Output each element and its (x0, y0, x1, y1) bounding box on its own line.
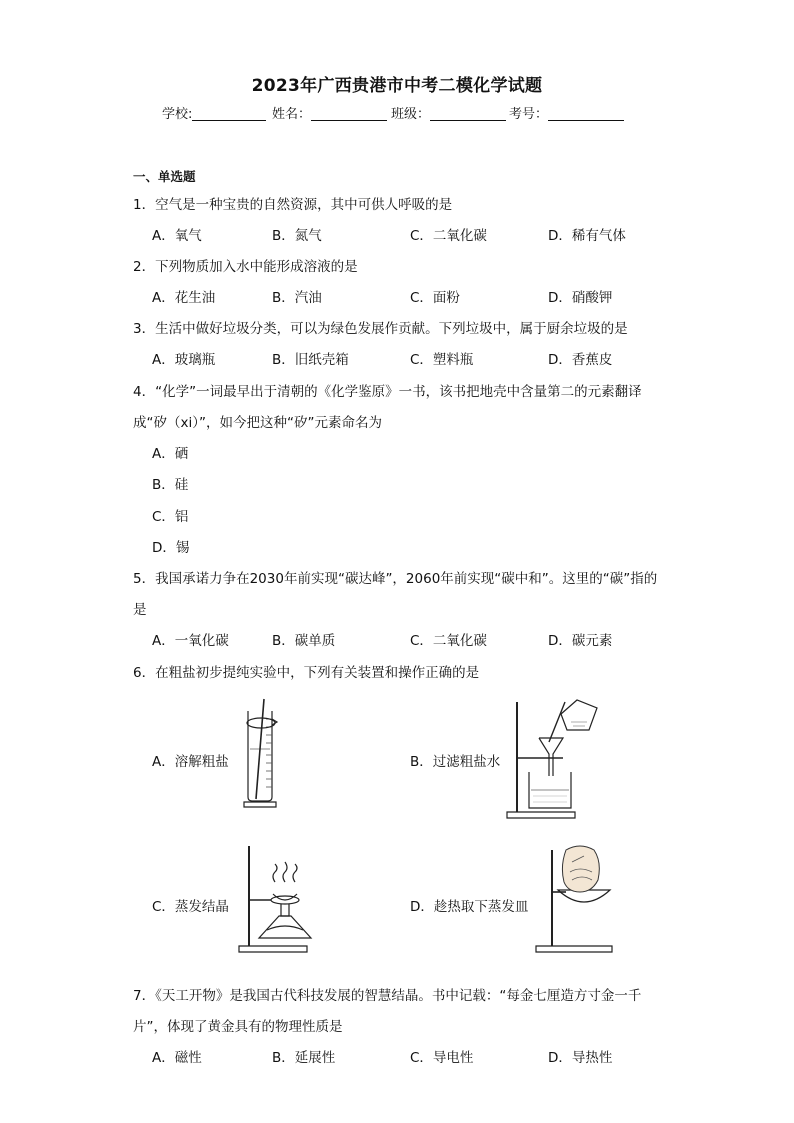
q7-option-d[interactable]: D．导热性 (548, 1050, 613, 1066)
q7-option-c[interactable]: C．导电性 (410, 1050, 474, 1066)
school-field (162, 103, 266, 122)
class-field (391, 103, 506, 122)
question-1-stem: 1．空气是一种宝贵的自然资源，其中可供人呼吸的是 (133, 197, 453, 213)
question-3-stem: 3．生活中做好垃圾分类，可以为绿色发展作贡献。下列垃圾中，属于厨余垃圾的是 (133, 321, 628, 337)
q4-option-b[interactable]: B．硅 (152, 477, 189, 493)
q4-option-a[interactable]: A．硒 (152, 446, 189, 462)
exam-no-label: 考号： (509, 107, 549, 122)
page-title: 2023年广西贵港市中考二模化学试题 (251, 76, 543, 96)
section-heading: 一、单选题 (133, 169, 196, 184)
name-field (272, 103, 387, 122)
exam-no-blank[interactable] (548, 106, 624, 121)
q1-option-c[interactable]: C．二氧化碳 (410, 228, 487, 244)
q5-option-d[interactable]: D．碳元素 (548, 633, 613, 649)
question-7-stem-line-1: 7．《天工开物》是我国古代科技发展的智慧结晶。书中记载：“每金七厘造方寸金一千 (133, 988, 642, 1004)
q3-option-b[interactable]: B．旧纸壳箱 (272, 352, 349, 368)
question-5-stem-line-1: 5．我国承诺力争在2030年前实现“碳达峰”，2060年前实现“碳中和”。这里的“碳”指的 (133, 571, 658, 587)
exam-no-field (509, 103, 624, 122)
filtration-apparatus-figure (505, 696, 605, 821)
school-blank[interactable] (192, 106, 266, 121)
q2-option-a[interactable]: A．花生油 (152, 290, 216, 306)
class-label: 班级： (391, 107, 431, 122)
question-6-stem: 6．在粗盐初步提纯实验中，下列有关装置和操作正确的是 (133, 665, 480, 681)
question-5-stem-line-2: 是 (133, 602, 147, 618)
q7-option-a[interactable]: A．磁性 (152, 1050, 202, 1066)
q5-option-c[interactable]: C．二氧化碳 (410, 633, 487, 649)
q7-option-b[interactable]: B．延展性 (272, 1050, 336, 1066)
q5-option-b[interactable]: B．碳单质 (272, 633, 336, 649)
q4-option-d[interactable]: D．锡 (152, 540, 190, 556)
q5-option-a[interactable]: A．一氧化碳 (152, 633, 229, 649)
q6-option-d[interactable]: D．趁热取下蒸发皿 (410, 899, 529, 915)
question-7-stem-line-2: 片”，体现了黄金具有的物理性质是 (133, 1019, 343, 1035)
q2-option-b[interactable]: B．汽油 (272, 290, 322, 306)
question-2-stem: 2．下列物质加入水中能形成溶液的是 (133, 259, 358, 275)
q2-option-d[interactable]: D．硝酸钾 (548, 290, 613, 306)
evaporation-figure (237, 842, 317, 954)
q6-option-b[interactable]: B．过滤粗盐水 (410, 754, 501, 770)
question-4-stem-line-2: 成“矽（xi）”，如今把这种“矽”元素命名为 (133, 415, 382, 431)
q3-option-d[interactable]: D．香蕉皮 (548, 352, 613, 368)
class-blank[interactable] (430, 106, 506, 121)
q1-option-b[interactable]: B．氮气 (272, 228, 322, 244)
q3-option-c[interactable]: C．塑料瓶 (410, 352, 474, 368)
name-label: 姓名： (272, 107, 312, 122)
q1-option-d[interactable]: D．稀有气体 (548, 228, 626, 244)
q6-option-c[interactable]: C．蒸发结晶 (152, 899, 229, 915)
school-label: 学校: (162, 107, 193, 122)
question-4-stem-line-1: 4．“化学”一词最早出于清朝的《化学鉴原》一书，该书把地壳中含量第二的元素翻译 (133, 384, 642, 400)
q4-option-c[interactable]: C．铝 (152, 509, 189, 525)
q6-option-a[interactable]: A．溶解粗盐 (152, 754, 229, 770)
q3-option-a[interactable]: A．玻璃瓶 (152, 352, 216, 368)
q1-option-a[interactable]: A．氧气 (152, 228, 202, 244)
dissolving-cylinder-figure (234, 697, 284, 812)
q2-option-c[interactable]: C．面粉 (410, 290, 460, 306)
name-blank[interactable] (311, 106, 387, 121)
hand-removing-dish-figure (532, 842, 617, 954)
